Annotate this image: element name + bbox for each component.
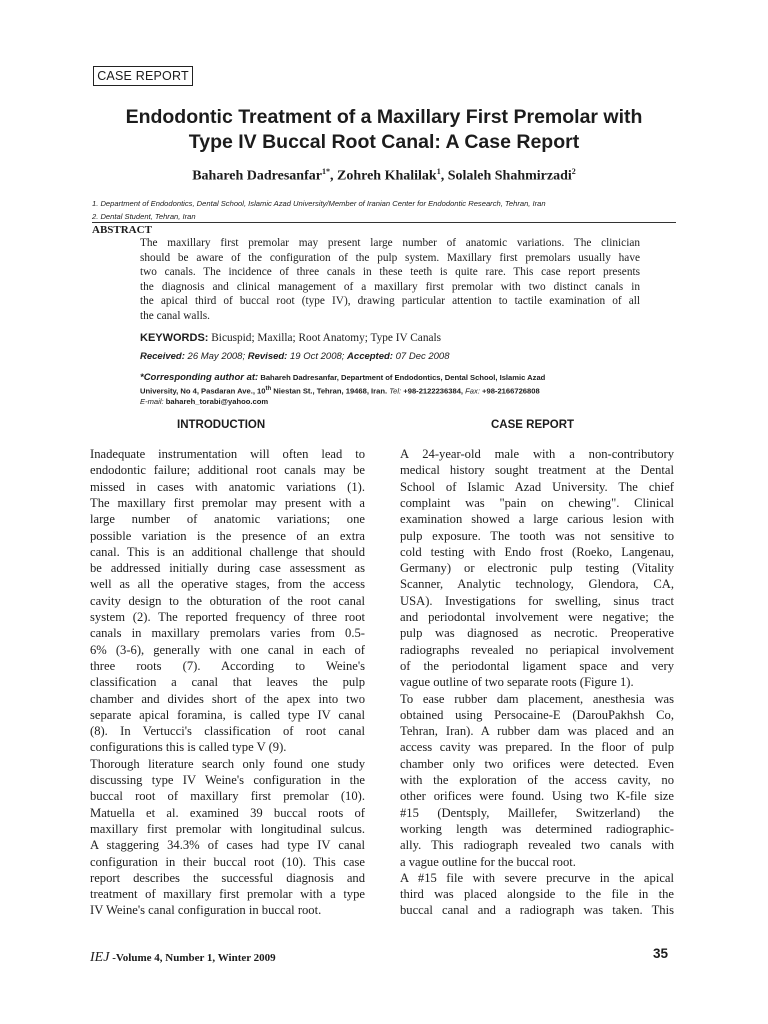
case-report-line: vague outline of two separate roots (Figure 1). (400, 675, 634, 690)
introduction-line: discussing type IV Weine's configuration in the (90, 773, 365, 787)
journal-footer (90, 950, 276, 966)
introduction-line: canal. This is an additional challenge that should (90, 544, 365, 559)
received-label: Received: (140, 351, 185, 362)
received-date: 26 May 2008; (184, 351, 248, 362)
introduction-line: missed in cases with anatomic variations (1). (90, 479, 365, 494)
author-name: Bahareh Dadresanfar (192, 168, 322, 184)
introduction-line: buccal root of maxillary first premolar (10). (90, 789, 365, 804)
case-report-line: working length was determined radiographic- (400, 821, 674, 836)
case-report-line: other orifices were found. Using two K-file size (400, 789, 674, 804)
author-separator: , (440, 168, 448, 184)
author-name: Solaleh Shahmirzadi (447, 168, 572, 184)
introduction-line: large number of anatomic variations; one (90, 512, 365, 527)
corresponding-author-line-1 (140, 372, 545, 383)
tel-label: Tel: (389, 386, 402, 396)
case-report-line: Germany) or electronic pulp testing (Vitality (400, 561, 674, 576)
abstract-line: the apical third of buccal root (type IV), drawing particular attention to tactile examination of all (140, 295, 640, 308)
corresponding-label: *Corresponding author at: (140, 372, 259, 383)
introduction-line: treatment of maxillary first premolar with a type (90, 887, 365, 902)
case-report-line: School of Islamic Azad University. The chief (400, 479, 674, 494)
affiliation-2: 2. Dental Student, Tehran, Iran (92, 212, 196, 221)
introduction-line: be addressed initially during case assessment as (90, 561, 365, 576)
revised-label: Revised: (247, 351, 288, 362)
introduction-line: chamber and divides short of the apex into two (90, 691, 365, 706)
tel-number: +98-2122236384, (401, 386, 466, 396)
case-report-line: Scanner, Analytic technology, Glendora, CA, (400, 577, 674, 592)
fax-number: +98-2166726808 (479, 386, 540, 396)
article-title-line-1: Endodontic Treatment of a Maxillary First Premolar with (125, 106, 643, 128)
introduction-line: 6% (3-6), generally with one canal in each of (90, 642, 365, 657)
introduction-line: configuration in their buccal root (10). This case (90, 854, 365, 869)
abstract-line: the canal walls. (140, 310, 210, 322)
introduction-line: three roots (7). According to Weine's (90, 658, 365, 673)
journal-abbrev: IEJ (90, 950, 110, 965)
journal-issue: -Volume 4, Number 1, Winter 2009 (109, 952, 276, 964)
corresponding-address-rest: Niestan St., Tehran, 19468, Iran. (271, 386, 390, 396)
author-list (70, 167, 698, 185)
case-report-line: buccal canal and a radiograph was taken. This (400, 903, 674, 918)
introduction-line: well as all the operative stages, from the access (90, 577, 365, 592)
author-affiliation-mark: 1 (436, 167, 441, 176)
case-report-line: a vague outline for the buccal root. (400, 854, 576, 869)
corresponding-author-line-2 (140, 386, 540, 396)
article-type-badge: CASE REPORT (93, 66, 193, 86)
case-report-line: pulp was diagnosed as necrotic. Preoperative (400, 626, 674, 641)
case-report-line: #15 (Dentsply, Maillefer, Switzerland) the (400, 805, 674, 820)
case-report-line: of the periodontal ligament space and very (400, 658, 674, 673)
page-number: 35 (653, 946, 669, 961)
introduction-line: Matuella et al. examined 39 buccal roots of (90, 805, 365, 820)
case-report-line: ally. This radiograph revealed two canals with (400, 838, 674, 853)
keywords-label: KEYWORDS: (140, 332, 209, 344)
introduction-line: canals in maxillary premolars varies from 0.5- (90, 626, 365, 641)
corresponding-author-line-3 (140, 397, 268, 406)
fax-label: Fax: (465, 386, 480, 396)
author-affiliation-mark: 2 (571, 167, 576, 176)
introduction-line: system (2). The reported frequency of three root (90, 610, 365, 624)
revised-date: 19 Oct 2008; (287, 351, 348, 362)
article-title-line-2: Type IV Buccal Root Canal: A Case Report (188, 131, 580, 153)
introduction-line: report describes the successful diagnosis and (90, 870, 365, 885)
ordinal-suffix: th (265, 386, 272, 392)
case-report-line: medical history sought treatment at the Dental (400, 463, 674, 478)
abstract-line: should be aware of the configuration of the pulp system. Maxillary first premolars usually have (140, 251, 640, 264)
introduction-line: possible variation is the presence of an extra (90, 528, 365, 543)
introduction-line: (8). In Vertucci's classification of root canal (90, 724, 365, 739)
corresponding-address: University, No 4, Pasdaran Ave., 10 (140, 386, 266, 396)
introduction-line: maxillary first premolar with longitudinal sulcus. (90, 821, 365, 836)
case-report-line: third was placed alongside to the file in the (400, 887, 674, 902)
case-report-line: To ease rubber dam placement, anesthesia was (400, 691, 674, 706)
abstract-line: the diagnosis and clinical management of a maxillary first premolar with two distinct canals in (140, 280, 640, 293)
case-report-line: chamber only two orifices were detected. Even (400, 756, 674, 771)
keywords (140, 332, 441, 344)
author-affiliation-mark: 1* (321, 167, 330, 176)
abstract-divider (92, 222, 676, 223)
affiliation-1: 1. Department of Endodontics, Dental School, Islamic Azad University/Member of Iranian Center for Endodontic Research, Tehran, Iran (92, 199, 546, 208)
author-separator: , (329, 168, 337, 184)
introduction-line: A staggering 34.3% of cases had type IV canal (90, 838, 365, 853)
email-address: bahareh_torabi@yahoo.com (163, 397, 269, 406)
email-label: E-mail: (140, 397, 164, 406)
introduction-line: Inadequate instrumentation will often lead to (90, 447, 365, 461)
keywords-text: Bicuspid; Maxilla; Root Anatomy; Type IV Canals (208, 332, 442, 344)
introduction-line: IV Weine's canal configuration in buccal root. (90, 903, 322, 918)
case-report-line: A 24-year-old male with a non-contributory (400, 447, 674, 461)
introduction-line: The maxillary first premolar may present with a (90, 495, 365, 510)
case-report-line: Tehran, Iran). A rubber dam was placed and an (400, 724, 674, 739)
case-report-line: and periodontal involvement were negative; the (400, 610, 674, 624)
abstract-heading: ABSTRACT (92, 224, 152, 236)
corresponding-details: Bahareh Dadresanfar, Department of Endodontics, Dental School, Islamic Azad (258, 373, 546, 382)
case-report-line: radiographs revealed no periapical involvement (400, 642, 674, 657)
introduction-line: configurations this is called type V (9). (90, 740, 287, 755)
case-report-line: cold testing with Endo frost (Roeko, Langenau, (400, 544, 674, 559)
article-dates (140, 351, 450, 362)
author-name: Zohreh Khalilak (336, 168, 437, 184)
case-report-line: with the exploration of the access cavity, no (400, 773, 674, 787)
case-report-line: obtained using Persocaine-E (DarouPakhsh Co, (400, 707, 674, 722)
introduction-line: Thorough literature search only found one study (90, 756, 365, 771)
introduction-line: classification a canal that leaves the pulp (90, 675, 365, 690)
introduction-line: endodontic failure; additional root canals may be (90, 463, 365, 478)
introduction-line: separate apical foramina, is called type IV canal (90, 707, 365, 722)
abstract-line: two canals. The incidence of three canals in these teeth is quite rare. This case report presents (140, 266, 640, 279)
case-report-line: access cavity was prepared. In the floor of pulp (400, 740, 674, 755)
accepted-label: Accepted: (347, 351, 393, 362)
introduction-heading: INTRODUCTION (177, 419, 266, 431)
case-report-line: USA). Investigations for swelling, sinus tract (400, 593, 674, 608)
introduction-line: cavity design to the obturation of the root canal (90, 593, 365, 608)
case-report-heading: CASE REPORT (491, 419, 575, 431)
case-report-line: pulp exposure. The tooth was not sensitive to (400, 528, 674, 543)
accepted-date: 07 Dec 2008 (392, 351, 450, 362)
case-report-line: examination showed a large carious lesion with (400, 512, 674, 527)
case-report-line: A #15 file with severe precurve in the apical (400, 870, 674, 885)
abstract-line: The maxillary first premolar may present large number of anatomic variations. The clinician (140, 237, 640, 249)
case-report-line: complaint was "pain on chewing". Clinical (400, 495, 674, 510)
